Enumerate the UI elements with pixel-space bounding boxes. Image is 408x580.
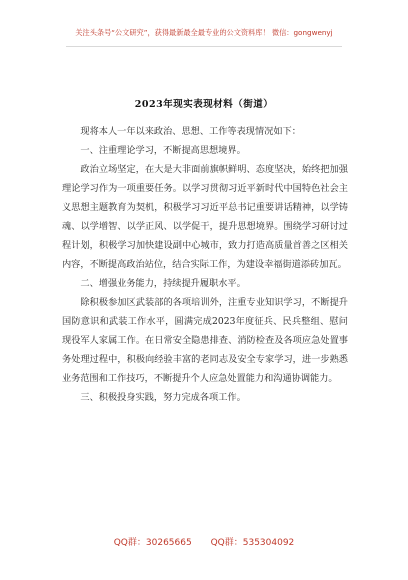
section-heading-1: 一、注重理论学习，不断提高思想境界。 [80,145,246,156]
section-heading-2: 二、增强业务能力，持续提升履职水平。 [80,278,246,289]
paragraph-2: 除积极参加区武装部的各项培训外，注重专业知识学习，不断提升国防意识和武装工作水平，圆满完成2023年度征兵、民兵整组、慰问现役军人家属工作。在日常安全隐患排查、消防检查及各项应急处置事务处理过程中，积极向经验丰富的老同志及安全专家学习，进一步熟悉业务范围和工作技巧，不断提升个人应急处置能力和沟通协调能力。 [62,297,348,384]
paragraph-intro: 现将本人一年以来政治、思想、工作等表现情况如下： [80,126,301,137]
section-heading-3: 三、积极投身实践，努力完成各项工作。 [80,392,246,403]
header-divider [66,46,342,47]
footer-qq-groups [0,535,408,548]
header-promo-note: 关注头条号“公文研究”，获得最新最全最专业的公文资料库！ 微信：gongwenyj [75,28,333,37]
paragraph-1: 政治立场坚定，在大是大非面前旗帜鲜明、态度坚决，始终把加强理论学习作为一项重要任务。以学习贯彻习近平新时代中国特色社会主义思想主题教育为契机，积极学习习近平总书记重要讲话精神，以学铸魂、以学增智、以学正风、以学促干，提升思想境界。围绕学习研讨过程计划，积极学习加快建设副中心城市，致力打造高质量首善之区相关内容，不断提高政治站位，结合实际工作，为建设幸福街道添砖加瓦。 [62,164,348,270]
document-title: 2023年现实表现材料（街道） [134,99,274,110]
qq-group-1: QQ群：30265665 [113,538,192,548]
document-body [62,122,348,407]
qq-group-2: QQ群：535304092 [210,538,295,548]
